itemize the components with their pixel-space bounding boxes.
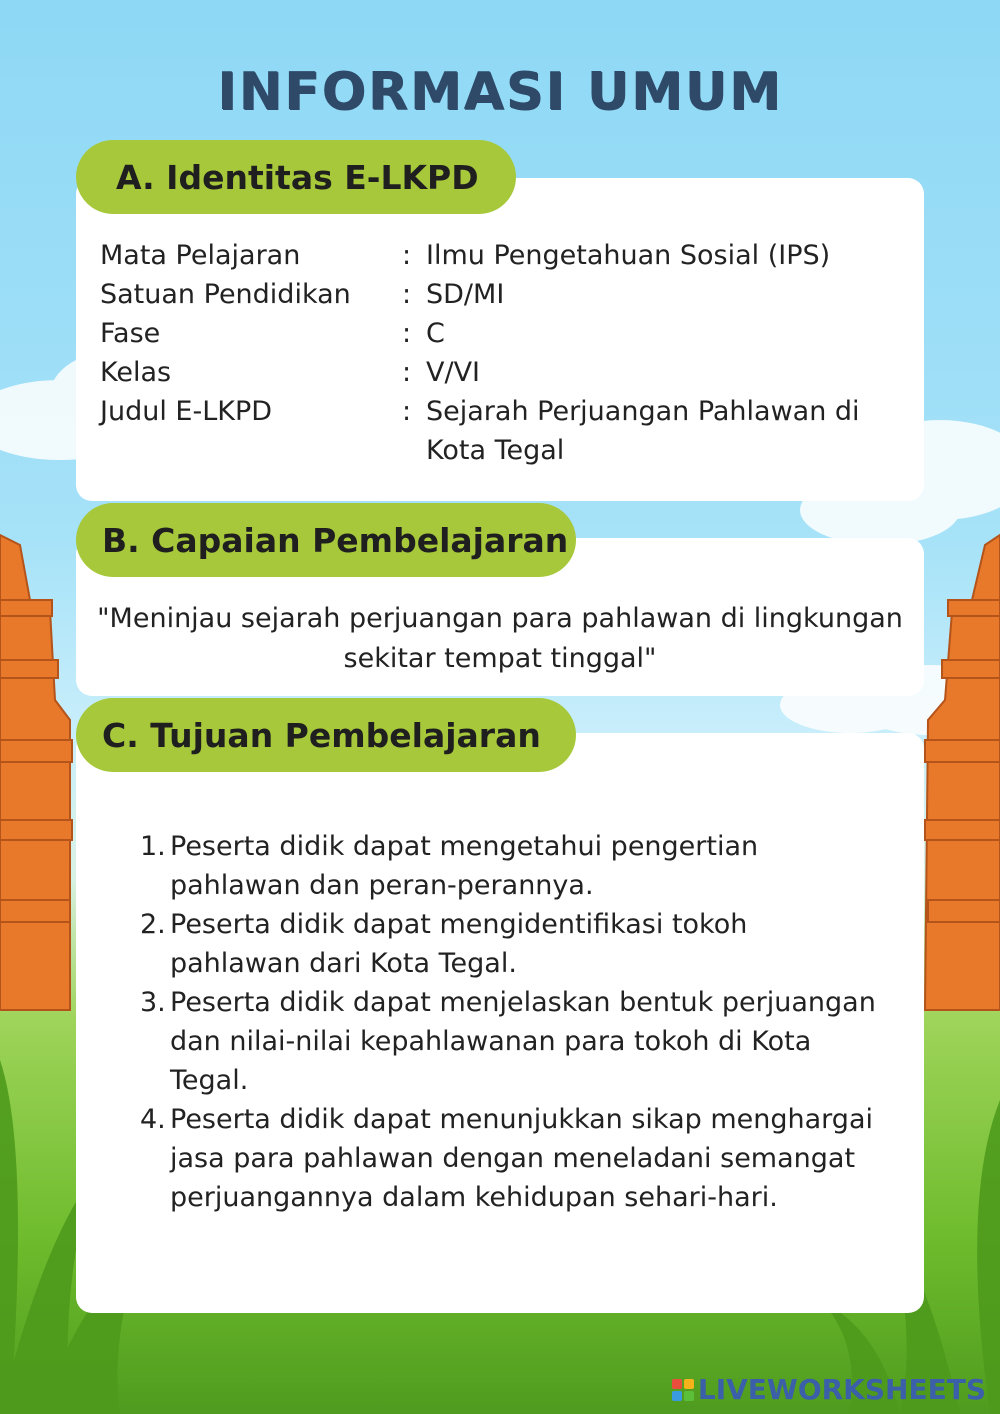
list-item xyxy=(140,983,885,1100)
identity-label: Judul E-LKPD xyxy=(100,396,273,427)
list-item-text: Peserta didik dapat mengetahui pengertian pahlawan dan peran-perannya. xyxy=(170,831,759,901)
list-item-text: Peserta didik dapat menunjukkan sikap menghargai jasa para pahlawan dengan meneladani semangat perjuangannya dalam kehidupan sehari-hari. xyxy=(170,1104,873,1213)
identity-label: Kelas xyxy=(100,357,172,388)
list-item-number: 2. xyxy=(140,909,166,940)
list-item-text: Peserta didik dapat mengidentifikasi tokoh pahlawan dari Kota Tegal. xyxy=(170,909,748,979)
list-item-text: Peserta didik dapat menjelaskan bentuk perjuangan dan nilai-nilai kepahlawanan para tokoh di Kota Tegal. xyxy=(170,987,876,1096)
identity-separator: : xyxy=(402,318,412,349)
identity-row xyxy=(100,236,900,275)
identity-table xyxy=(100,236,900,470)
identity-separator: : xyxy=(402,357,412,388)
liveworksheets-watermark[interactable] xyxy=(672,1373,986,1406)
identity-value: C xyxy=(426,318,445,349)
list-item xyxy=(140,1100,885,1217)
identity-separator: : xyxy=(402,279,412,310)
liveworksheets-logo-icon xyxy=(672,1379,694,1401)
learning-goals-list xyxy=(140,827,885,1217)
identity-label: Fase xyxy=(100,318,161,349)
identity-separator: : xyxy=(402,240,412,271)
identity-value: SD/MI xyxy=(426,279,505,310)
identity-row xyxy=(100,314,900,353)
list-item-number: 1. xyxy=(140,831,166,862)
identity-row xyxy=(100,275,900,314)
right-temple xyxy=(925,535,1000,1010)
page-title: INFORMASI UMUM xyxy=(217,62,783,122)
identity-value: Sejarah Perjuangan Pahlawan di Kota Tegal xyxy=(426,396,860,466)
learning-outcome-text: "Meninjau sejarah perjuangan para pahlawan di lingkungan sekitar tempat tinggal" xyxy=(97,603,903,674)
section-b-heading: B. Capaian Pembelajaran xyxy=(76,503,576,577)
watermark-text: LIVEWORKSHEETS xyxy=(697,1373,986,1406)
list-item-number: 3. xyxy=(140,987,166,1018)
list-item-number: 4. xyxy=(140,1104,166,1135)
list-item xyxy=(140,827,885,905)
identity-row xyxy=(100,392,900,470)
list-item xyxy=(140,905,885,983)
identity-label: Satuan Pendidikan xyxy=(100,279,351,310)
identity-row xyxy=(100,353,900,392)
section-a-heading: A. Identitas E-LKPD xyxy=(76,140,516,214)
identity-value: V/VI xyxy=(426,357,480,388)
section-c-heading: C. Tujuan Pembelajaran xyxy=(76,698,576,772)
identity-separator: : xyxy=(402,396,412,427)
left-temple xyxy=(0,535,72,1010)
identity-value: Ilmu Pengetahuan Sosial (IPS) xyxy=(426,240,831,271)
identity-label: Mata Pelajaran xyxy=(100,240,301,271)
